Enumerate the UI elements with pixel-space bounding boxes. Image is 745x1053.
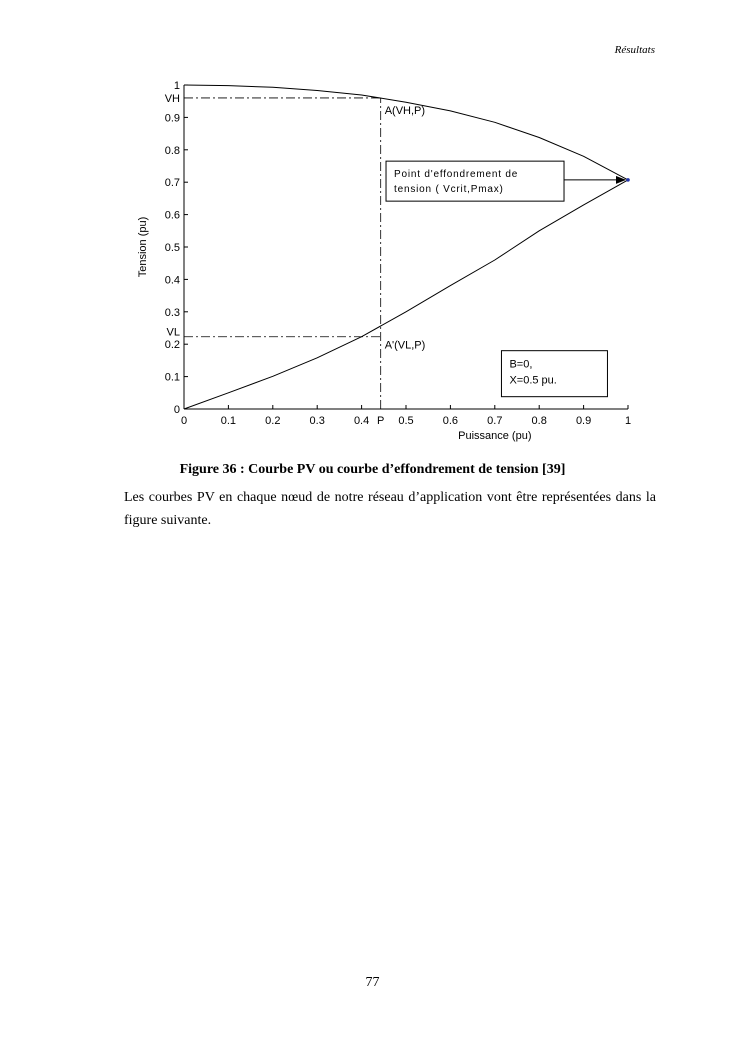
x-axis-label: Puissance (pu): [458, 430, 532, 442]
y-tick-label: 0.8: [164, 144, 180, 157]
collapse-point-marker: [626, 178, 630, 182]
x-tick-label: 0.8: [531, 415, 547, 427]
y-tick-label: 0.2: [164, 339, 180, 352]
x-tick-label: 0.3: [309, 415, 325, 427]
y-tick-label: 0.4: [164, 274, 180, 287]
collapse-annotation-line2: tension ( Vcrit,Pmax): [394, 184, 504, 196]
params-line1: B=0,: [509, 358, 533, 371]
running-header: Résultats: [614, 44, 655, 56]
x-tick-label: 0.7: [487, 415, 503, 427]
vl-tick-label: VL: [166, 326, 180, 339]
guide-lines: [184, 98, 381, 409]
pv-curve-chart: [120, 70, 650, 450]
params-box: [501, 351, 607, 397]
x-tick-label: 0.4: [353, 415, 370, 427]
annotations: [385, 105, 625, 397]
vh-tick-label: VH: [164, 92, 180, 105]
p-tick-label: P: [377, 415, 385, 427]
x-tick-label: 1: [624, 415, 632, 427]
x-tick-label: 0.6: [442, 415, 459, 427]
body-paragraph: Les courbes PV en chaque nœud de notre réseau d’application vont être représentées dans la figure suivante.: [124, 490, 656, 528]
collapse-annotation-line1: Point d'effondrement de: [394, 169, 519, 181]
y-tick-label: 0.9: [164, 112, 180, 125]
x-tick-label: 0.5: [398, 415, 414, 427]
x-tick-label: 0.1: [220, 415, 237, 427]
y-tick-label: 0: [173, 404, 180, 416]
point-a-prime-label: A'(VL,P): [384, 339, 426, 352]
y-tick-label: 0.7: [164, 177, 180, 190]
y-tick-label: 0.1: [164, 371, 180, 384]
y-tick-label: 0.6: [164, 209, 180, 222]
y-tick-label: 0.3: [164, 306, 180, 319]
x-tick-label: 0: [180, 415, 188, 427]
params-line2: X=0.5 pu.: [509, 374, 557, 387]
page-number: 77: [365, 975, 380, 990]
y-axis-label: Tension (pu): [137, 216, 149, 278]
x-tick-label: 0.2: [265, 415, 281, 427]
y-tick-label: 0.5: [164, 242, 180, 254]
figure-caption: Figure 36 : Courbe PV ou courbe d’effondrement de tension [39]: [179, 462, 566, 477]
x-tick-label: 0.9: [575, 415, 592, 427]
y-tick-label: 1: [173, 80, 180, 92]
point-a-label: A(VH,P): [384, 104, 426, 117]
